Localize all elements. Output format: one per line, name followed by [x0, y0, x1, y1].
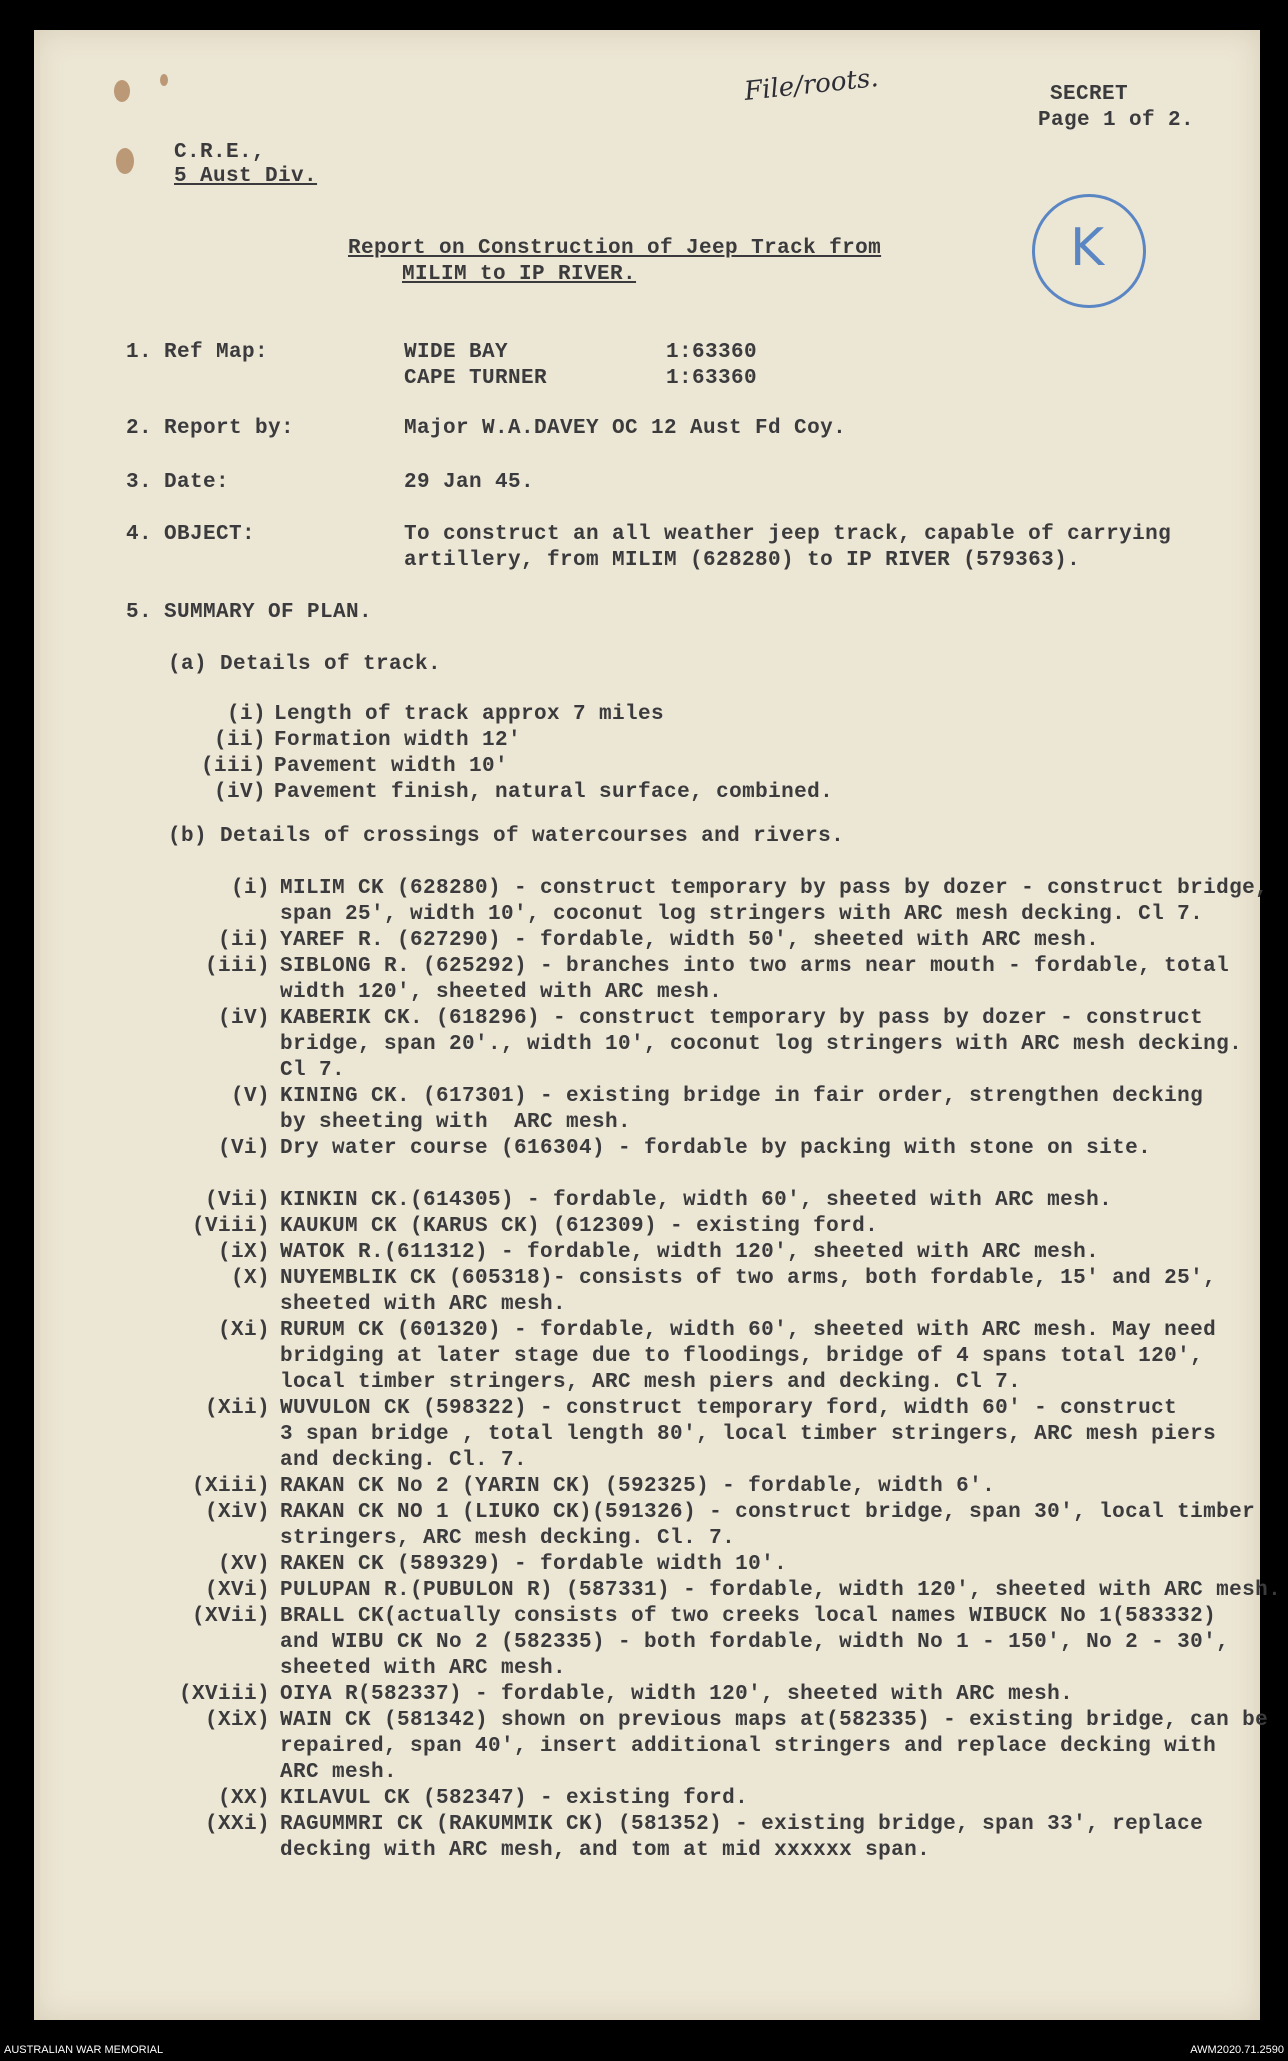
date-value: 29 Jan 45. — [404, 471, 535, 494]
crossing-text: and decking. Cl. 7. — [280, 1449, 528, 1472]
crossing-text: decking with ARC mesh, and tom at mid xxxxxx span. — [280, 1839, 931, 1862]
section-a-heading: (a) Details of track. — [168, 653, 442, 676]
crossing-text: SIBLONG R. (625292) - branches into two arms near mouth - fordable, total — [280, 955, 1230, 978]
page-number: Page 1 of 2. — [1038, 109, 1195, 132]
crossing-number: (Xii) — [204, 1397, 270, 1420]
item-number: 4. — [126, 523, 153, 546]
crossing-text: ARC mesh. — [280, 1761, 398, 1784]
crossing-text: WATOK R.(611312) - fordable, width 120', sheeted with ARC mesh. — [280, 1241, 1100, 1264]
crossing-text: KAUKUM CK (KARUS CK) (612309) - existing ford. — [280, 1215, 879, 1238]
crossing-text: RAKAN CK No 2 (YARIN CK) (592325) - fordable, width 6'. — [280, 1475, 996, 1498]
list-item-text: Length of track approx 7 miles — [274, 703, 665, 726]
object-label: OBJECT: — [164, 523, 256, 546]
crossing-number: (ii) — [217, 929, 270, 952]
crossing-text: BRALL CK(actually consists of two creeks local names WIBUCK No 1(583332) — [280, 1605, 1217, 1628]
crossing-number: (i) — [230, 877, 270, 900]
list-item-number: (ii) — [213, 729, 266, 752]
summary-heading: SUMMARY OF PLAN. — [164, 601, 373, 624]
handwritten-note: File/roots. — [742, 63, 880, 107]
crossing-number: (XXi) — [204, 1813, 270, 1836]
crossing-text: KILAVUL CK (582347) - existing ford. — [280, 1787, 749, 1810]
crossing-text: stringers, ARC mesh decking. Cl. 7. — [280, 1527, 736, 1550]
crossing-number: (Vi) — [217, 1137, 270, 1160]
crossing-text: Dry water course (616304) - fordable by packing with stone on site. — [280, 1137, 1152, 1160]
crossing-text: KINKIN CK.(614305) - fordable, width 60', sheeted with ARC mesh. — [280, 1189, 1113, 1212]
list-item-text: Pavement width 10' — [274, 755, 509, 778]
item-number: 5. — [126, 601, 153, 624]
crossing-text: PULUPAN R.(PUBULON R) (587331) - fordable, width 120', sheeted with ARC mesh. — [280, 1579, 1282, 1602]
crossing-text: OIYA R(582337) - fordable, width 120', sheeted with ARC mesh. — [280, 1683, 1074, 1706]
crossing-text: MILIM CK (628280) - construct temporary by pass by dozer - construct bridge, — [280, 877, 1269, 900]
crossing-text: width 120', sheeted with ARC mesh. — [280, 981, 723, 1004]
report-by-value: Major W.A.DAVEY OC 12 Aust Fd Coy. — [404, 417, 847, 440]
list-item-number: (iii) — [200, 755, 266, 778]
crossing-number: (iii) — [204, 955, 270, 978]
crossing-text: KINING CK. (617301) - existing bridge in fair order, strengthen decking — [280, 1085, 1204, 1108]
crossing-number: (XV) — [217, 1553, 270, 1576]
crossing-text: 3 span bridge , total length 80', local timber stringers, ARC mesh piers — [280, 1423, 1217, 1446]
crossing-number: (XiV) — [204, 1501, 270, 1524]
map-scale: 1:63360 — [666, 367, 758, 390]
list-item-text: Pavement finish, natural surface, combined. — [274, 781, 834, 804]
crossing-number: (X) — [230, 1267, 270, 1290]
crossing-text: RAGUMMRI CK (RAKUMMIK CK) (581352) - existing bridge, span 33', replace — [280, 1813, 1204, 1836]
addressee-line-1: C.R.E., — [174, 141, 266, 164]
crossing-number: (Viii) — [191, 1215, 270, 1238]
crossing-text: repaired, span 40', insert additional stringers and replace decking with — [280, 1735, 1217, 1758]
crossing-text: and WIBU CK No 2 (582335) - both fordable, width No 1 - 150', No 2 - 30', — [280, 1631, 1230, 1654]
date-label: Date: — [164, 471, 230, 494]
crossing-text: local timber stringers, ARC mesh piers and decking. Cl 7. — [280, 1371, 1022, 1394]
report-by-label: Report by: — [164, 417, 295, 440]
crossing-text: span 25', width 10', coconut log stringers with ARC mesh decking. Cl 7. — [280, 903, 1204, 926]
crossing-number: (XX) — [217, 1787, 270, 1810]
crossing-text: RAKEN CK (589329) - fordable width 10'. — [280, 1553, 788, 1576]
report-title-line-2: MILIM to IP RIVER. — [402, 263, 637, 286]
rust-stain — [160, 74, 168, 86]
crossing-number: (Xi) — [217, 1319, 270, 1342]
crossing-text: bridge, span 20'., width 10', coconut log stringers with ARC mesh decking. — [280, 1033, 1243, 1056]
rust-stain — [114, 80, 130, 102]
map-scale: 1:63360 — [666, 341, 758, 364]
map-name: WIDE BAY — [404, 341, 509, 364]
section-b-heading: (b) Details of crossings of watercourses and rivers. — [168, 825, 845, 848]
circled-letter: K — [1070, 218, 1105, 278]
report-title-line-1: Report on Construction of Jeep Track from — [348, 237, 882, 260]
object-text: artillery, from MILIM (628280) to IP RIVER (579363). — [404, 549, 1081, 572]
crossing-number: (V) — [230, 1085, 270, 1108]
crossing-text: NUYEMBLIK CK (605318)- consists of two arms, both fordable, 15' and 25', — [280, 1267, 1217, 1290]
crossing-number: (Xiii) — [191, 1475, 270, 1498]
classification-label: SECRET — [1050, 83, 1129, 106]
item-number: 3. — [126, 471, 153, 494]
crossing-number: (XiX) — [204, 1709, 270, 1732]
item-number: 1. — [126, 341, 153, 364]
crossing-number: (iX) — [217, 1241, 270, 1264]
crossing-number: (XVii) — [191, 1605, 270, 1628]
crossing-text: WAIN CK (581342) shown on previous maps at(582335) - existing bridge, can be — [280, 1709, 1269, 1732]
crossing-text: bridging at later stage due to floodings, bridge of 4 spans total 120', — [280, 1345, 1204, 1368]
crossing-text: sheeted with ARC mesh. — [280, 1293, 567, 1316]
rust-stain — [116, 148, 134, 174]
list-item-text: Formation width 12' — [274, 729, 522, 752]
crossing-text: RAKAN CK NO 1 (LIUKO CK)(591326) - construct bridge, span 30', local timber — [280, 1501, 1256, 1524]
crossing-text: YAREF R. (627290) - fordable, width 50', sheeted with ARC mesh. — [280, 929, 1100, 952]
footer-accession-number: AWM2020.71.2590 — [1190, 2044, 1284, 2056]
item-number: 2. — [126, 417, 153, 440]
object-text: To construct an all weather jeep track, capable of carrying — [404, 523, 1172, 546]
crossing-number: (Vii) — [204, 1189, 270, 1212]
document-page — [34, 30, 1282, 2020]
list-item-number: (iV) — [213, 781, 266, 804]
crossing-text: sheeted with ARC mesh. — [280, 1657, 567, 1680]
crossing-number: (XViii) — [178, 1683, 270, 1706]
crossing-number: (XVi) — [204, 1579, 270, 1602]
list-item-number: (i) — [226, 703, 266, 726]
crossing-text: RURUM CK (601320) - fordable, width 60', sheeted with ARC mesh. May need — [280, 1319, 1217, 1342]
ref-map-label: Ref Map: — [164, 341, 269, 364]
crossing-text: WUVULON CK (598322) - construct temporary ford, width 60' - construct — [280, 1397, 1178, 1420]
addressee-line-2: 5 Aust Div. — [174, 165, 318, 188]
footer-archive-name: AUSTRALIAN WAR MEMORIAL — [4, 2044, 164, 2056]
crossing-text: Cl 7. — [280, 1059, 346, 1082]
crossing-number: (iV) — [217, 1007, 270, 1030]
crossing-text: KABERIK CK. (618296) - construct temporary by pass by dozer - construct — [280, 1007, 1204, 1030]
map-name: CAPE TURNER — [404, 367, 548, 390]
crossing-text: by sheeting with ARC mesh. — [280, 1111, 632, 1134]
